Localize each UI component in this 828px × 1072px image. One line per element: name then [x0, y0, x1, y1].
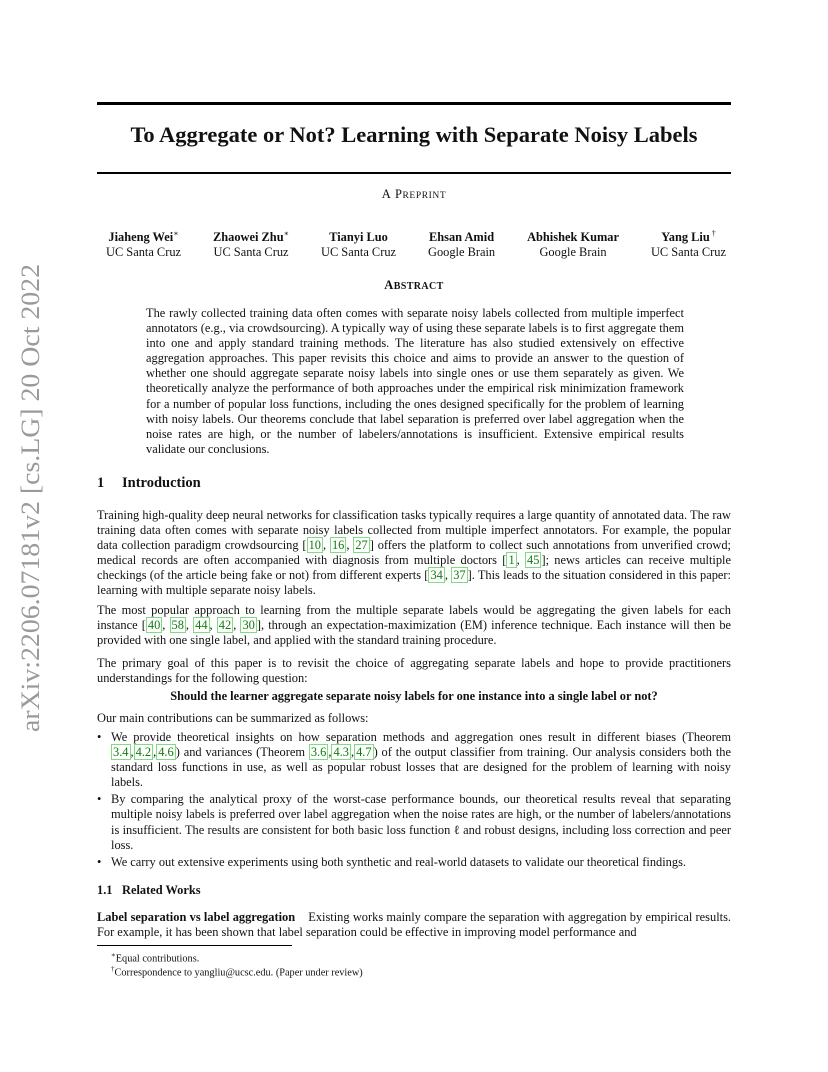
author-mark: ∗ — [173, 229, 179, 238]
author-mark: † — [709, 229, 716, 238]
citation-link[interactable]: 45 — [527, 553, 540, 568]
citation-link[interactable]: 37 — [453, 568, 466, 583]
intro-paragraph-2: The most popular approach to learning from the multiple separate labels would be aggregating the given labels for each instance [ 40 , 58 , 44 , 42 , 30 ], through an expectation-maximization (EM) inference technique. Each instance will then be provided with one single label, and applied with the standard training procedure. — [97, 603, 732, 648]
author-affiliation: UC Santa Cruz — [321, 245, 397, 260]
abstract-heading-rest: BSTRACT — [393, 281, 444, 292]
theorem-link[interactable]: 3.4 — [113, 745, 129, 760]
footnote-2: †Correspondence to yangliu@ucsc.edu. (Paper under review) — [111, 965, 363, 979]
author-name: Tianyi Luo — [329, 230, 388, 245]
citation-link[interactable]: 10 — [308, 538, 321, 553]
citation-link[interactable]: 16 — [331, 538, 345, 553]
footnote-rule — [97, 945, 292, 946]
citation-link[interactable]: 42 — [218, 618, 232, 633]
title-rule-top — [97, 102, 731, 105]
author-affiliation: Google Brain — [539, 245, 607, 260]
citation-link[interactable]: 27 — [355, 538, 368, 553]
theorem-link[interactable]: 4.6 — [158, 745, 174, 760]
research-question: Should the learner aggregate separate noisy labels for one instance into a single label or not? — [170, 689, 658, 703]
subsection-title: Related Works — [122, 883, 201, 897]
preprint-initial-a: A — [381, 187, 392, 201]
author — [651, 226, 726, 260]
author-name: Zhaowei Zhu — [213, 230, 284, 245]
author-affiliation: UC Santa Cruz — [213, 245, 289, 260]
arxiv-id-text: arXiv:2206.07181v2 [cs.LG] 20 Oct 2022 — [16, 294, 45, 732]
paragraph-heading: Label separation vs label aggregation — [97, 910, 296, 924]
related-works-paragraph: Label separation vs label aggregation Existing works mainly compare the separation with aggregation by empirical results. For example, it has been shown that label separation could be effective in improving model performance and — [97, 910, 732, 940]
list-item: • By comparing the analytical proxy of the worst-case performance bounds, our theoretical results reveal that separating multiple noisy labels is preferred over label aggregation when the noise rates are high, or the number of labelers/annotations is insufficient. The results are consistent for both basic loss function ℓ and robust designs, including loss correction and peer loss. — [97, 792, 731, 852]
intro-paragraph-1: Training high-quality deep neural networks for classification tasks typically requires a large quantity of annotated data. The raw training data often comes with separate noisy labels collected from multiple imperfect annotators. For example, the popular data collection paradigm crowdsourcing [ 10 , 16 , 27 ] offers the platform to collect such annotations from unverified crowd; medical records are often accompanied with diagnosis from multiple doctors [ 1 , 45 ]; news articles can receive multiple checkings (of the article being fake or not) from different experts [ 34 , 37 ]. This leads to the situation considered in this paper: learning with multiple separate noisy labels. — [97, 508, 731, 598]
section-heading-introduction — [97, 475, 201, 492]
section-title: Introduction — [122, 475, 201, 491]
subsection-heading-related-works — [97, 883, 201, 898]
arxiv-stamp — [15, 262, 45, 732]
abstract-heading-initial: A — [384, 278, 394, 292]
citation-link[interactable]: 34 — [430, 568, 443, 583]
list-item: • We provide theoretical insights on how separation methods and aggregation ones result in different biases (Theorem 3.4 , 4.2 , 4.6 ) and variances (Theorem 3.6 , 4.3 , 4.7 ) of the output classifier from training. Our analysis considers both the standard loss functions in use, as well as popular robust losses that are designed for the problem of learning with noisy labels. — [97, 730, 731, 790]
author-name: Ehsan Amid — [429, 230, 495, 245]
contributions-intro: Our main contributions can be summarized as follows: — [97, 711, 369, 725]
author-list — [106, 226, 726, 260]
author — [213, 226, 289, 260]
paper-title: To Aggregate or Not? Learning with Separate Noisy Labels — [130, 122, 698, 147]
citation-link[interactable]: 30 — [242, 618, 255, 633]
abstract-body: The rawly collected training data often comes with separate noisy labels collected from multiple imperfect annotators (e.g., via crowdsourcing). A typically way of using these separate labels is to first aggregate them into one and apply standard training methods. The literature has also studied extensively on effective aggregation approaches. This paper revisits this choice and aims to provide an answer to the question of whether one should aggregate separate noisy labels into single ones or use them separately as given. We theoretically analyze the performance of both approaches under the empirical risk minimization framework for a number of popular loss functions, including the ones designed specifically for the problem of learning with noisy labels. Our theorems conclude that label separation is preferred over label aggregation when the noise rates are high, or the number of labelers/annotations is insufficient. Extensive empirical results validate our conclusions. — [146, 306, 684, 456]
preprint-label — [97, 187, 731, 202]
title-rule-bottom — [97, 172, 731, 174]
author — [527, 226, 619, 260]
abstract-heading — [97, 278, 731, 293]
contribution-list — [97, 730, 731, 872]
author-name: Jiaheng Wei — [108, 230, 174, 245]
author — [428, 226, 495, 260]
citation-link[interactable]: 40 — [147, 618, 161, 633]
subsection-number: 1.1 — [97, 883, 113, 897]
section-number: 1 — [97, 475, 105, 491]
author-affiliation: UC Santa Cruz — [650, 245, 726, 260]
author-name: Abhishek Kumar — [527, 230, 619, 245]
author-affiliation: Google Brain — [428, 245, 496, 260]
author-name: Yang Liu — [661, 230, 710, 245]
theorem-link[interactable]: 3.6 — [310, 745, 327, 760]
preprint-initial-p: P — [394, 187, 403, 201]
intro-paragraph-3: The primary goal of this paper is to revisit the choice of aggregating separate labels and hope to provide practitioners understandings for the following question: — [97, 656, 731, 686]
author — [106, 226, 181, 260]
footnote-1: ∗Equal contributions. — [111, 951, 200, 965]
theorem-link[interactable]: 4.2 — [135, 745, 152, 760]
preprint-rest: REPRINT — [402, 191, 447, 201]
author — [321, 226, 396, 260]
citation-link[interactable]: 1 — [508, 553, 515, 568]
citation-link[interactable]: 44 — [195, 618, 208, 633]
theorem-link[interactable]: 4.7 — [356, 745, 372, 760]
theorem-link[interactable]: 4.3 — [333, 745, 349, 760]
list-item: • We carry out extensive experiments using both synthetic and real-world datasets to validate our theoretical findings. — [97, 855, 731, 870]
author-affiliation: UC Santa Cruz — [106, 245, 182, 260]
author-mark: ∗ — [283, 229, 290, 238]
citation-link[interactable]: 58 — [171, 618, 184, 633]
